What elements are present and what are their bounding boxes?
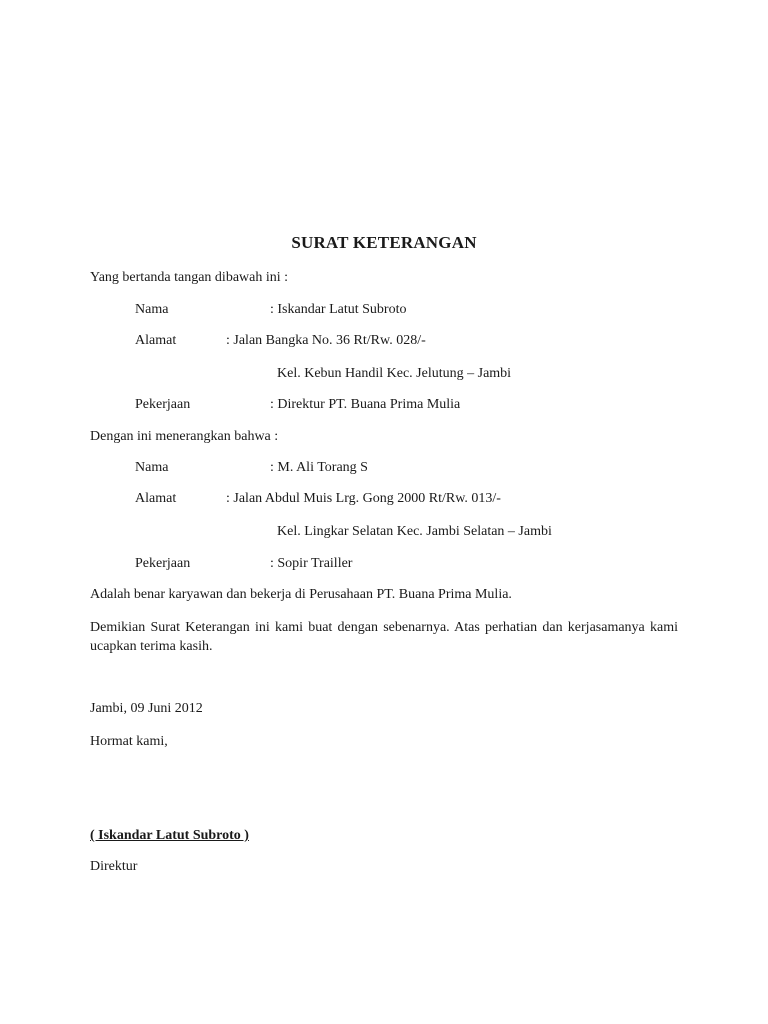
- subject-alamat-line2: Kel. Lingkar Selatan Kec. Jambi Selatan – Jambi: [277, 524, 552, 539]
- greeting: Hormat kami,: [90, 734, 168, 749]
- closing-paragraph: Demikian Surat Keterangan ini kami buat dengan sebenarnya. Atas perhatian dan kerjasamanya kami ucapkan terima kasih.: [90, 620, 678, 654]
- subject-nama-value: : M. Ali Torang S: [270, 460, 368, 475]
- signer-pekerjaan-label: Pekerjaan: [135, 397, 191, 412]
- signer-nama-label: Nama: [135, 302, 169, 317]
- signer-pekerjaan-value: : Direktur PT. Buana Prima Mulia: [270, 397, 461, 412]
- statement-intro-text: Dengan ini menerangkan bahwa :: [90, 429, 279, 444]
- signer-alamat-line2: Kel. Kebun Handil Kec. Jelutung – Jambi: [277, 366, 512, 381]
- signer-nama-value: : Iskandar Latut Subroto: [270, 302, 407, 317]
- subject-pekerjaan-label: Pekerjaan: [135, 556, 191, 571]
- signer-alamat-value: : Jalan Bangka No. 36 Rt/Rw. 028/-: [226, 333, 426, 348]
- subject-pekerjaan-value: : Sopir Trailler: [270, 556, 353, 571]
- signer-alamat-label: Alamat: [135, 333, 177, 348]
- place-date: Jambi, 09 Juni 2012: [90, 701, 203, 716]
- subject-nama-label: Nama: [135, 460, 169, 475]
- signature-name: ( Iskandar Latut Subroto ): [90, 828, 249, 843]
- letter-title: SURAT KETERANGAN: [291, 233, 477, 252]
- signature-title: Direktur: [90, 859, 138, 874]
- statement-text: Adalah benar karyawan dan bekerja di Perusahaan PT. Buana Prima Mulia.: [90, 587, 512, 602]
- intro-text: Yang bertanda tangan dibawah ini :: [90, 270, 289, 285]
- subject-alamat-value: : Jalan Abdul Muis Lrg. Gong 2000 Rt/Rw. 013/-: [226, 491, 501, 506]
- subject-alamat-label: Alamat: [135, 491, 177, 506]
